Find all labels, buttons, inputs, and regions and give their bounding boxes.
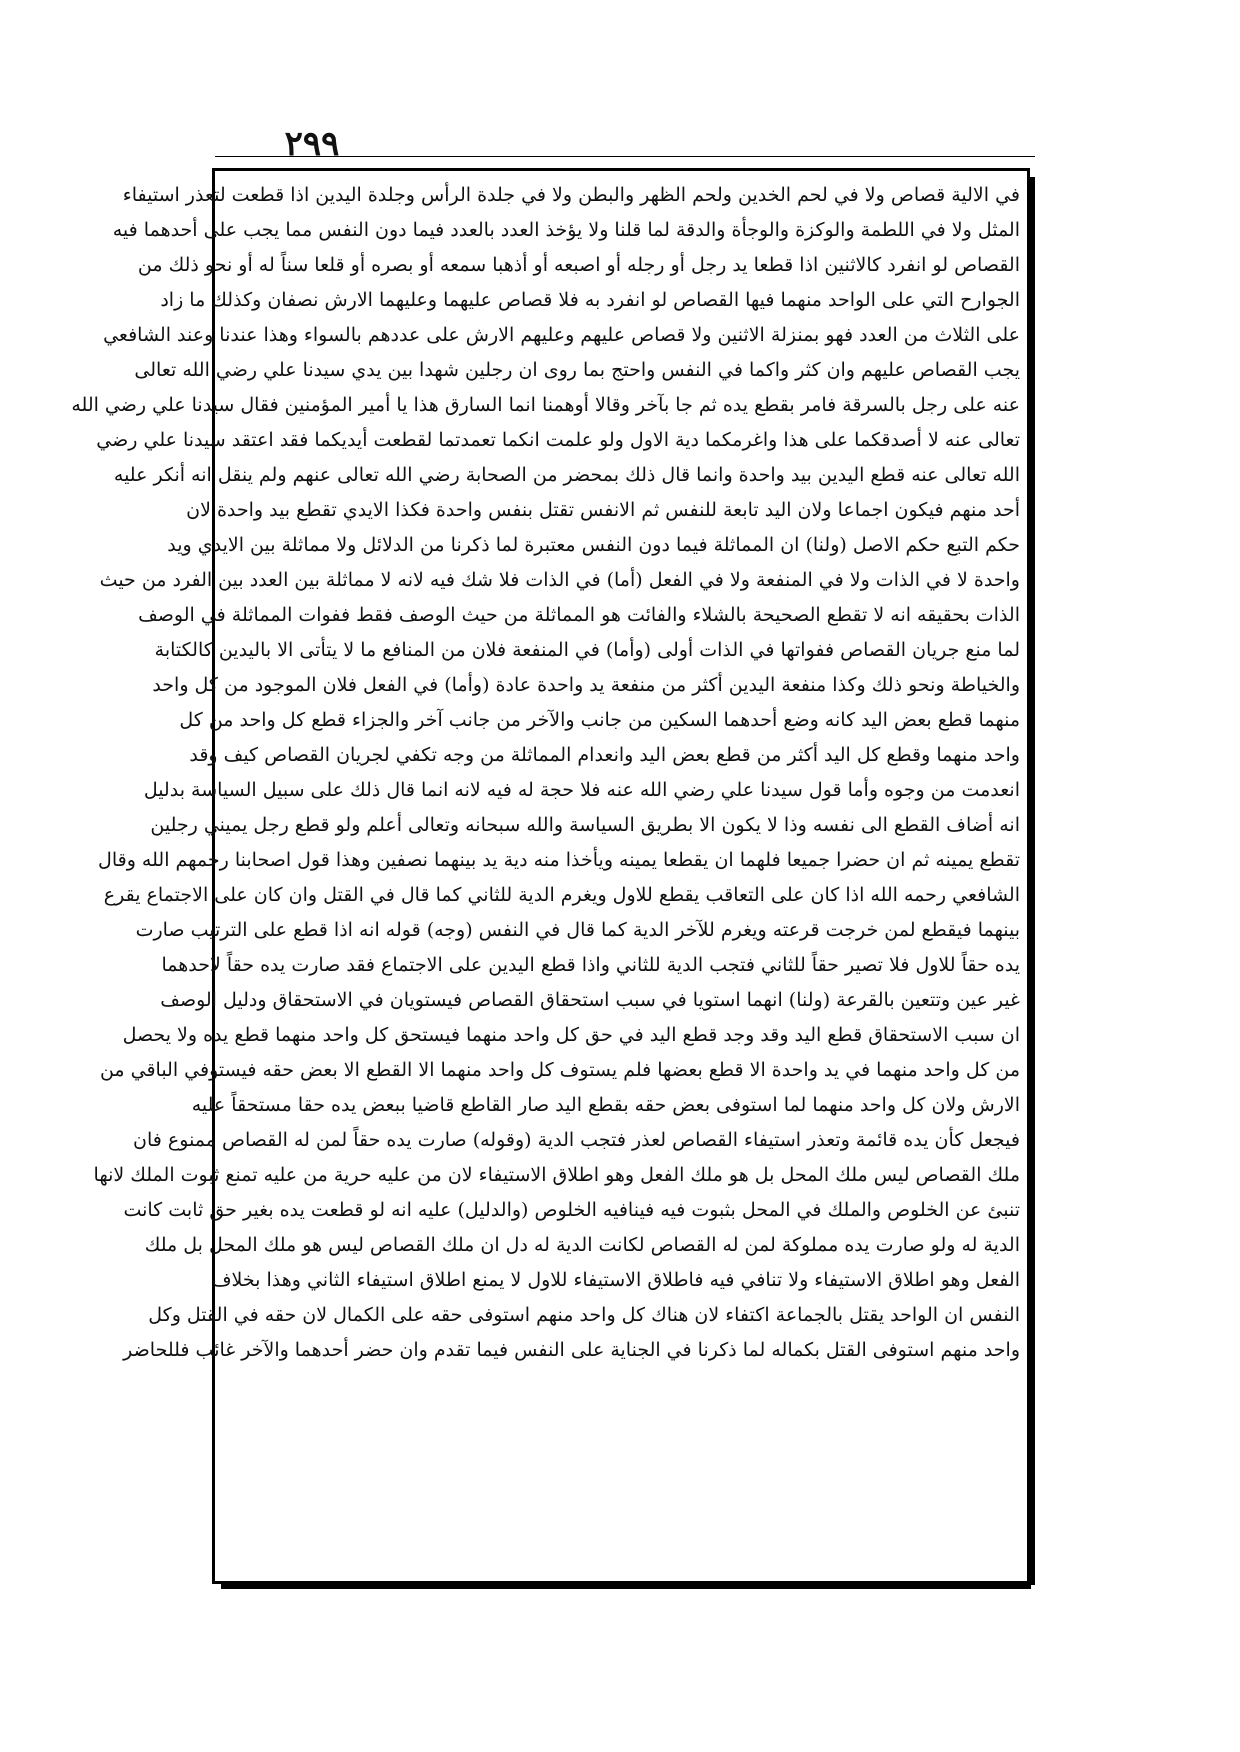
text-line: الشافعي رحمه الله اذا كان على التعاقب يقطع للاول ويغرم الدية للثاني كما قال في القتل وان كان على الاجتماع يقرع xyxy=(103,884,1020,906)
text-line: لما منع جريان القصاص ففواتها في الذات أولى (وأما) في المنفعة فلان من المنافع ما لا يتأتى الا باليدين كالكتابة xyxy=(154,639,1020,661)
text-line: حكم التبع حكم الاصل (ولنا) ان المماثلة فيما دون النفس معتبرة لما ذكرنا من الدلائل ولا مماثلة بين الايدي ويد xyxy=(167,534,1020,556)
text-line: النفس ان الواحد يقتل بالجماعة اكتفاء لان هناك كل واحد منهم استوفى حقه على الكمال لان حقه في القتل وكل xyxy=(148,1304,1020,1326)
text-line: واحدة لا في الذات ولا في المنفعة ولا في الفعل (أما) في الذات فلا شك فيه لانه لا مماثلة بين العدد بين الفرد من حيث xyxy=(99,569,1020,591)
text-line: واحد منهم استوفى القتل بكماله لما ذكرنا في الجناية على النفس فيما تقدم وان حضر أحدهما والآخر غائب فللحاضر xyxy=(123,1339,1020,1361)
text-line: يده حقاً للاول فلا تصير حقاً للثاني فتجب الدية للثاني واذا قطع اليدين على الاجتماع فقد صارت يده حقاً لاحدهما xyxy=(161,954,1020,976)
text-line: تعالى عنه لا أصدقكما على هذا واغرمكما دية الاول ولو علمت انكما تعمدتما لقطعت أيديكما فقد اعتقد سيدنا علي رضي xyxy=(96,429,1020,451)
text-line: تقطع يمينه ثم ان حضرا جميعا فلهما ان يقطعا يمينه ويأخذا منه دية يد بينهما نصفين وهذا قول اصحابنا رحمهم الله وقال xyxy=(98,849,1020,871)
text-line: الارش ولان كل واحد منهما لما استوفى بعض حقه بقطع اليد صار القاطع قاضيا ببعض يده حقا مستحقاً عليه xyxy=(191,1094,1020,1116)
text-line: فيجعل كأن يده قائمة وتعذر استيفاء القصاص لعذر فتجب الدية (وقوله) صارت يده حقاً لمن له القصاص ممنوع فان xyxy=(133,1129,1020,1151)
text-line: انه أضاف القطع الى نفسه وذا لا يكون الا بطريق السياسة والله سبحانه وتعالى أعلم ولو قطع رجل يميني رجلين xyxy=(150,814,1020,836)
text-line: تنبئ عن الخلوص والملك في المحل بثبوت فيه فينافيه الخلوص (والدليل) عليه انه لو قطعت يده بغير حق ثابت كانت xyxy=(123,1199,1020,1221)
text-line: منهما قطع بعض اليد كانه وضع أحدهما السكين من جانب والآخر من جانب آخر والجزاء قطع كل واحد من كل xyxy=(179,709,1020,731)
text-line: الله تعالى عنه قطع اليدين بيد واحدة وانما قال ذلك بمحضر من الصحابة رضي الله تعالى عنهم ولم ينقل انه أنكر عليه xyxy=(113,464,1020,486)
text-line: أحد منهم فيكون اجماعا ولان اليد تابعة للنفس ثم الانفس تقتل بنفس واحدة فكذا الايدي تقطع بيد واحدة لان xyxy=(186,499,1020,521)
text-line: من كل واحد منهما في يد واحدة الا قطع بعضها فلم يستوف كل واحد منهما الا القطع الا بعض حقه فيستوفي الباقي من xyxy=(99,1059,1020,1081)
text-line: عنه على رجل بالسرقة فامر بقطع يده ثم جا بآخر وقالا أوهمنا انما السارق هذا يا أمير المؤمنين فقال سيدنا علي رضي الله xyxy=(71,394,1020,416)
text-line: والخياطة ونحو ذلك وكذا منفعة اليدين أكثر من منفعة يد واحدة عادة (وأما) في الفعل فلان الموجود من كل واحد xyxy=(152,674,1020,696)
text-line: الدية له ولو صارت يده مملوكة لمن له القصاص لكانت الدية له دل ان ملك القصاص ليس هو ملك المحل بل ملك xyxy=(144,1234,1020,1256)
page-body xyxy=(71,178,1020,1578)
text-line: الجوارح التي على الواحد منهما فيها القصاص لو انفرد به فلا قصاص عليهما وعليهما الارش نصفان وكذلك ما زاد xyxy=(160,289,1020,311)
page-number: ٢٩٩ xyxy=(284,124,340,164)
text-line: انعدمت من وجوه وأما قول سيدنا علي رضي الله عنه فلا حجة له فيه لانه انما قال ذلك على سبيل السياسة بدليل xyxy=(143,779,1020,801)
text-line: ملك القصاص ليس ملك المحل بل هو ملك الفعل وهو اطلاق الاستيفاء لان من عليه حرية من عليه تمنع ثبوت الملك لانها xyxy=(93,1164,1020,1186)
text-line: بينهما فيقطع لمن خرجت قرعته ويغرم للآخر الدية كما قال في النفس (وجه) قوله انه اذا قطع على الترتيب صارت xyxy=(135,919,1020,941)
text-line: المثل ولا في اللطمة والوكزة والوجأة والدقة لما قلنا ولا يؤخذ العدد بالعدد فيما دون النفس مما يجب على أحدهما فيه xyxy=(112,219,1020,241)
text-line: ان سبب الاستحقاق قطع اليد وقد وجد قطع اليد في حق كل واحد منهما فيستحق كل واحد منهما قطع يده ولا يحصل xyxy=(122,1024,1020,1046)
text-line: يجب القصاص عليهم وان كثر واكما في النفس واحتج بما روى ان رجلين شهدا بين يدي سيدنا علي رضي الله تعالى xyxy=(134,359,1020,381)
text-line: واحد منهما وقطع كل اليد أكثر من قطع بعض اليد وانعدام المماثلة من وجه تكفي لجريان القصاص كيف وقد xyxy=(189,744,1020,766)
text-line: الذات بحقيقه انه لا تقطع الصحيحة بالشلاء والفائت هو المماثلة من حيث الوصف فقط ففوات المماثلة في الوصف xyxy=(138,604,1020,626)
text-line: القصاص لو انفرد كالاثنين اذا قطعا يد رجل أو رجله أو اصبعه أو أذهبا سمعه أو بصره أو قلعا سناً له أو نحو ذلك من xyxy=(137,254,1020,276)
text-line: في الالية قصاص ولا في لحم الخدين ولحم الظهر والبطن ولا في جلدة الرأس وجلدة اليدين اذا قطعت لتعذر استيفاء xyxy=(122,184,1020,206)
text-line: غير عين وتتعين بالقرعة (ولنا) انهما استويا في سبب استحقاق القصاص فيستويان في الاستحقاق ودليل الوصف xyxy=(160,989,1020,1011)
text-line: على الثلاث من العدد فهو بمنزلة الاثنين ولا قصاص عليهم وعليهم الارش على عددهم بالسواء وهذا عندنا وعند الشافعي xyxy=(103,324,1020,346)
text-line: الفعل وهو اطلاق الاستيفاء ولا تنافي فيه فاطلاق الاستيفاء للاول لا يمنع اطلاق استيفاء الثاني وهذا بخلاف xyxy=(211,1269,1020,1291)
